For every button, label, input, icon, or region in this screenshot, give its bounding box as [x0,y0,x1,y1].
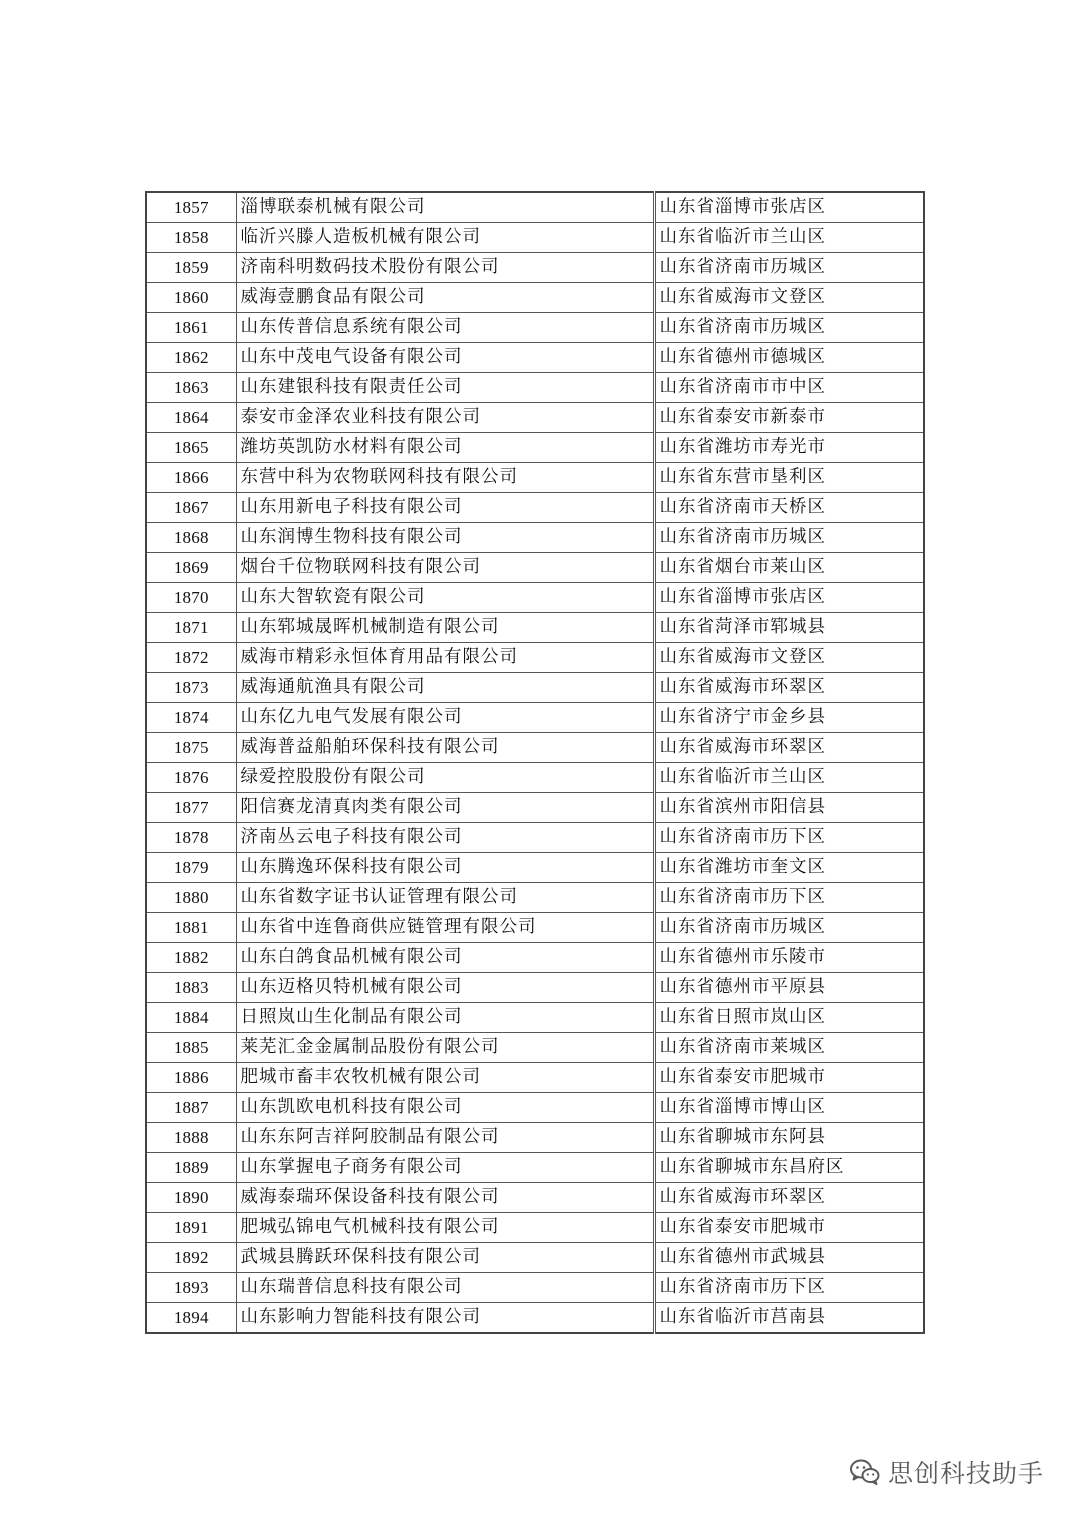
company-name: 山东腾逸环保科技有限公司 [236,853,654,883]
company-location: 山东省威海市环翠区 [654,673,924,703]
company-name: 阳信赛龙清真肉类有限公司 [236,793,654,823]
company-name: 山东掌握电子商务有限公司 [236,1153,654,1183]
row-number: 1873 [146,673,236,703]
company-location: 山东省泰安市肥城市 [654,1063,924,1093]
company-location: 山东省济南市历城区 [654,253,924,283]
row-number: 1860 [146,283,236,313]
table-row [146,223,924,253]
table-row [146,433,924,463]
table-row [146,463,924,493]
row-number: 1872 [146,643,236,673]
company-name: 山东用新电子科技有限公司 [236,493,654,523]
row-number: 1864 [146,403,236,433]
company-name: 山东省数字证书认证管理有限公司 [236,883,654,913]
company-location: 山东省威海市文登区 [654,643,924,673]
company-location: 山东省潍坊市寿光市 [654,433,924,463]
company-location: 山东省潍坊市奎文区 [654,853,924,883]
row-number: 1878 [146,823,236,853]
company-name: 东营中科为农物联网科技有限公司 [236,463,654,493]
company-name: 山东瑞普信息科技有限公司 [236,1273,654,1303]
company-name: 威海通航渔具有限公司 [236,673,654,703]
company-name: 临沂兴滕人造板机械有限公司 [236,223,654,253]
table-row [146,763,924,793]
company-location: 山东省菏泽市郓城县 [654,613,924,643]
table-row [146,703,924,733]
row-number: 1870 [146,583,236,613]
company-location: 山东省日照市岚山区 [654,1003,924,1033]
row-number: 1869 [146,553,236,583]
table-row [146,343,924,373]
company-location: 山东省淄博市张店区 [654,192,924,223]
row-number: 1893 [146,1273,236,1303]
table-row [146,553,924,583]
company-location: 山东省济南市历城区 [654,913,924,943]
row-number: 1885 [146,1033,236,1063]
row-number: 1894 [146,1303,236,1334]
company-name: 济南科明数码技术股份有限公司 [236,253,654,283]
company-location: 山东省济南市市中区 [654,373,924,403]
company-list-table [145,191,925,1334]
company-location: 山东省聊城市东阿县 [654,1123,924,1153]
company-name: 山东传普信息系统有限公司 [236,313,654,343]
row-number: 1882 [146,943,236,973]
company-name: 泰安市金泽农业科技有限公司 [236,403,654,433]
row-number: 1857 [146,192,236,223]
company-location: 山东省济南市历城区 [654,523,924,553]
company-name: 淄博联泰机械有限公司 [236,192,654,223]
row-number: 1874 [146,703,236,733]
table-row [146,1153,924,1183]
company-location: 山东省威海市环翠区 [654,1183,924,1213]
company-location: 山东省淄博市张店区 [654,583,924,613]
company-name: 威海市精彩永恒体育用品有限公司 [236,643,654,673]
row-number: 1875 [146,733,236,763]
company-location: 山东省济南市莱城区 [654,1033,924,1063]
company-location: 山东省泰安市肥城市 [654,1213,924,1243]
company-location: 山东省济南市历下区 [654,1273,924,1303]
row-number: 1877 [146,793,236,823]
company-location: 山东省济南市天桥区 [654,493,924,523]
company-location: 山东省济南市历下区 [654,883,924,913]
table-row [146,1003,924,1033]
company-location: 山东省济南市历城区 [654,313,924,343]
company-location: 山东省临沂市兰山区 [654,223,924,253]
row-number: 1865 [146,433,236,463]
row-number: 1862 [146,343,236,373]
company-location: 山东省德州市乐陵市 [654,943,924,973]
table-row [146,493,924,523]
table-row [146,583,924,613]
company-name: 绿爱控股股份有限公司 [236,763,654,793]
company-location: 山东省德州市德城区 [654,343,924,373]
wechat-icon [850,1458,880,1486]
company-name: 肥城市畜丰农牧机械有限公司 [236,1063,654,1093]
company-name: 山东东阿吉祥阿胶制品有限公司 [236,1123,654,1153]
table-row [146,192,924,223]
company-name: 山东迈格贝特机械有限公司 [236,973,654,1003]
table-row [146,733,924,763]
table-row [146,373,924,403]
row-number: 1880 [146,883,236,913]
company-name: 肥城弘锦电气机械科技有限公司 [236,1213,654,1243]
row-number: 1871 [146,613,236,643]
company-location: 山东省威海市环翠区 [654,733,924,763]
row-number: 1863 [146,373,236,403]
row-number: 1884 [146,1003,236,1033]
company-location: 山东省临沂市莒南县 [654,1303,924,1334]
company-name: 山东郓城晟晖机械制造有限公司 [236,613,654,643]
table-row [146,673,924,703]
company-list-body [146,192,924,1333]
table-row [146,913,924,943]
table-row [146,313,924,343]
company-location: 山东省济南市历下区 [654,823,924,853]
table-row [146,943,924,973]
table-row [146,973,924,1003]
table-row [146,883,924,913]
company-name: 山东大智软瓷有限公司 [236,583,654,613]
company-location: 山东省烟台市莱山区 [654,553,924,583]
company-location: 山东省东营市垦利区 [654,463,924,493]
row-number: 1866 [146,463,236,493]
company-name: 山东省中连鲁商供应链管理有限公司 [236,913,654,943]
table-row [146,1093,924,1123]
row-number: 1861 [146,313,236,343]
table-row [146,823,924,853]
table-row [146,253,924,283]
company-name: 山东影响力智能科技有限公司 [236,1303,654,1334]
row-number: 1879 [146,853,236,883]
table-row [146,1063,924,1093]
company-name: 莱芜汇金金属制品股份有限公司 [236,1033,654,1063]
row-number: 1858 [146,223,236,253]
table-row [146,1273,924,1303]
row-number: 1892 [146,1243,236,1273]
company-name: 济南丛云电子科技有限公司 [236,823,654,853]
company-location: 山东省淄博市博山区 [654,1093,924,1123]
company-name: 山东白鸽食品机械有限公司 [236,943,654,973]
table-row [146,283,924,313]
watermark-text: 思创科技助手 [887,1459,1044,1488]
table-row [146,523,924,553]
company-name: 山东凯欧电机科技有限公司 [236,1093,654,1123]
table-row [146,853,924,883]
table-row [146,793,924,823]
company-name: 山东亿九电气发展有限公司 [236,703,654,733]
row-number: 1886 [146,1063,236,1093]
company-location: 山东省临沂市兰山区 [654,763,924,793]
company-name: 山东建银科技有限责任公司 [236,373,654,403]
row-number: 1890 [146,1183,236,1213]
table-row [146,403,924,433]
company-location: 山东省威海市文登区 [654,283,924,313]
row-number: 1889 [146,1153,236,1183]
row-number: 1867 [146,493,236,523]
row-number: 1868 [146,523,236,553]
company-name: 威海壹鹏食品有限公司 [236,283,654,313]
company-name: 日照岚山生化制品有限公司 [236,1003,654,1033]
row-number: 1888 [146,1123,236,1153]
table-row [146,613,924,643]
table-row [146,1243,924,1273]
row-number: 1891 [146,1213,236,1243]
row-number: 1859 [146,253,236,283]
table-row [146,643,924,673]
row-number: 1876 [146,763,236,793]
row-number: 1881 [146,913,236,943]
table-row [146,1303,924,1334]
watermark [850,1452,1044,1492]
table-row [146,1183,924,1213]
table-row [146,1123,924,1153]
company-name: 山东润博生物科技有限公司 [236,523,654,553]
company-location: 山东省济宁市金乡县 [654,703,924,733]
company-location: 山东省德州市平原县 [654,973,924,1003]
company-location: 山东省聊城市东昌府区 [654,1153,924,1183]
row-number: 1883 [146,973,236,1003]
company-location: 山东省滨州市阳信县 [654,793,924,823]
company-name: 烟台千位物联网科技有限公司 [236,553,654,583]
company-location: 山东省德州市武城县 [654,1243,924,1273]
row-number: 1887 [146,1093,236,1123]
company-name: 威海普益船舶环保科技有限公司 [236,733,654,763]
company-name: 山东中茂电气设备有限公司 [236,343,654,373]
company-location: 山东省泰安市新泰市 [654,403,924,433]
table-row [146,1213,924,1243]
table-row [146,1033,924,1063]
company-name: 威海泰瑞环保设备科技有限公司 [236,1183,654,1213]
company-name: 武城县腾跃环保科技有限公司 [236,1243,654,1273]
company-name: 潍坊英凯防水材料有限公司 [236,433,654,463]
